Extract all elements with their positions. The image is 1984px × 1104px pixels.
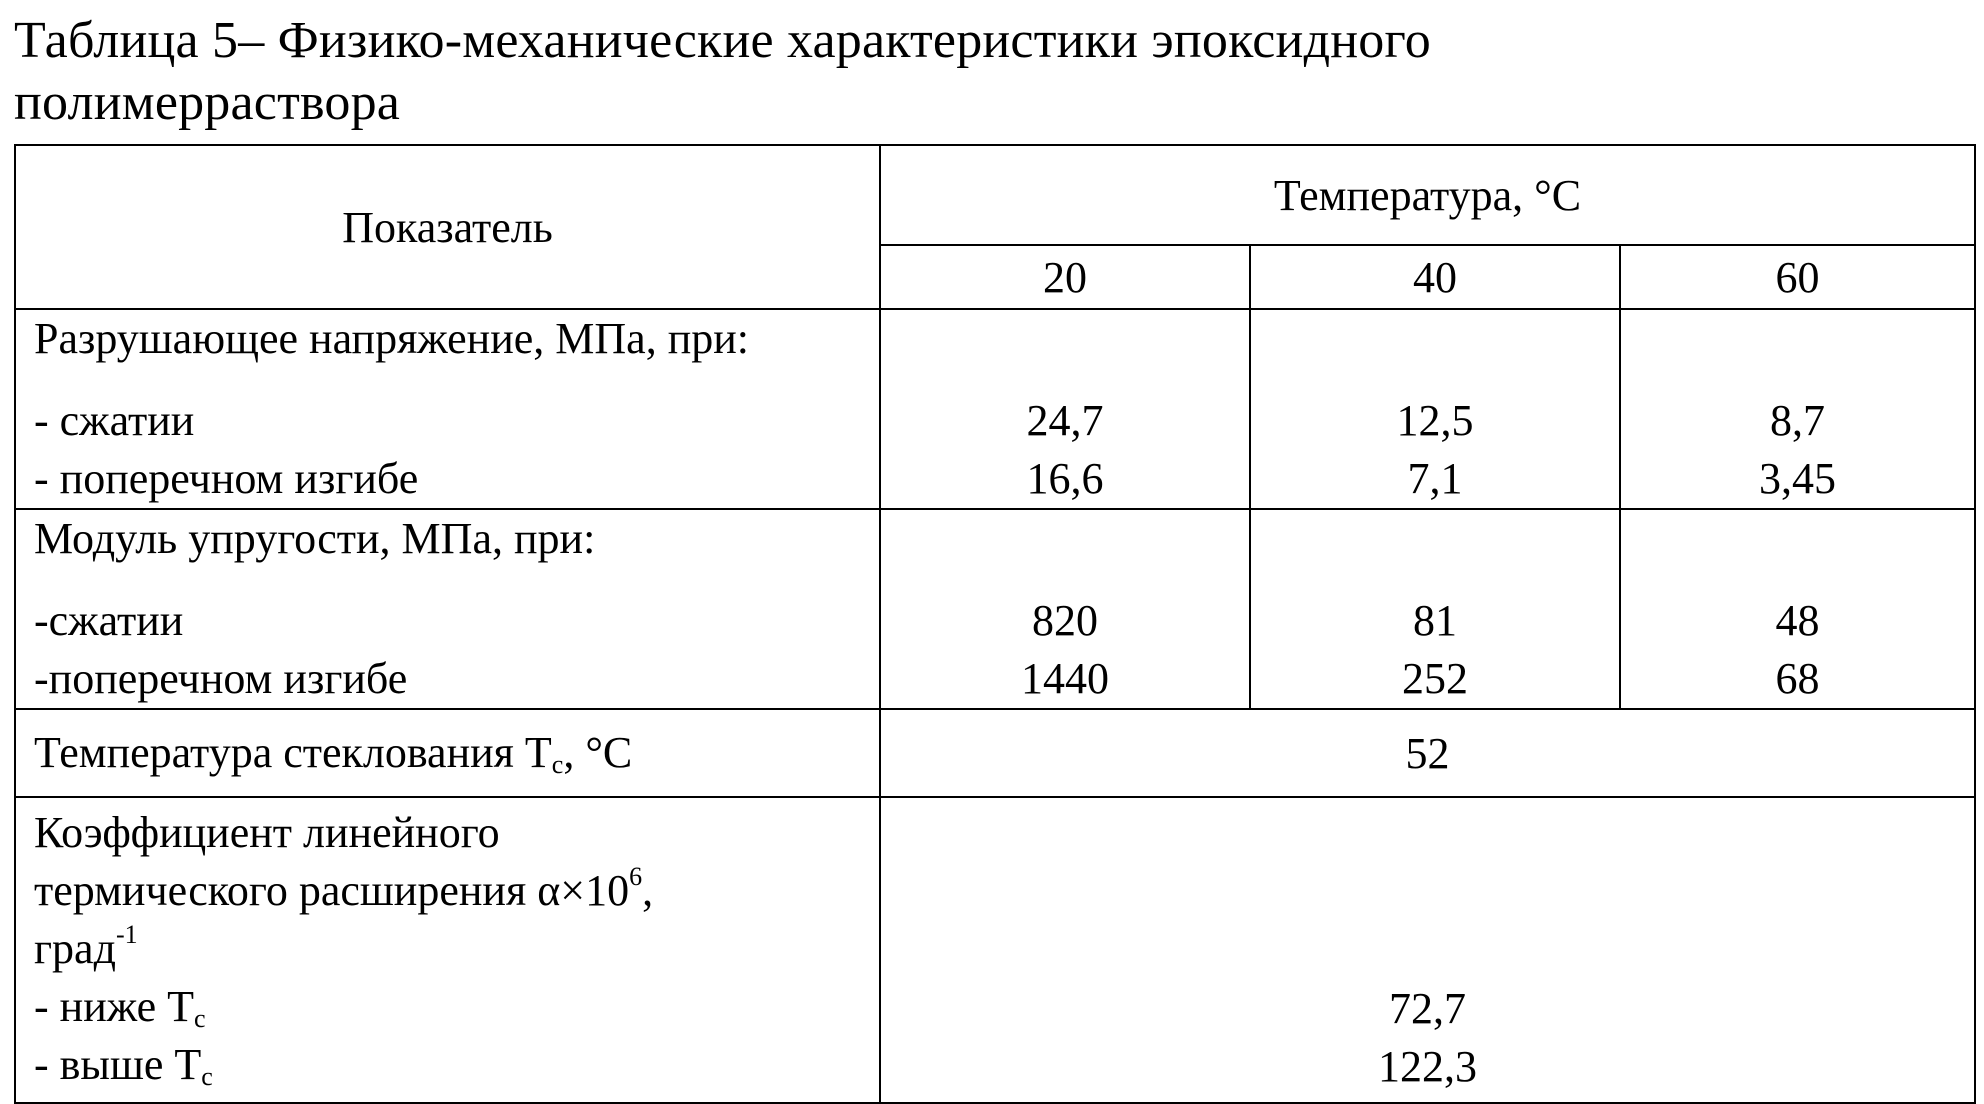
glass-value: 52 xyxy=(880,709,1975,797)
row-expansion xyxy=(15,797,1975,1103)
modulus-title: Модуль упругости, МПа, при: xyxy=(34,514,596,563)
expansion-label-cell xyxy=(15,797,880,1103)
modulus-bending-20: 1440 xyxy=(1021,654,1109,703)
strength-cell-60 xyxy=(1620,309,1975,509)
modulus-compression-60: 48 xyxy=(1775,596,1820,645)
modulus-bending-label: -поперечном изгибе xyxy=(34,654,408,703)
strength-bending-60: 3,45 xyxy=(1759,454,1837,503)
expansion-above-label: - выше $Т_с$ xyxy=(34,1040,213,1091)
modulus-cell-20 xyxy=(880,509,1250,709)
strength-title: Разрушающее напряжение, МПа, при: xyxy=(34,314,750,363)
strength-cell-40 xyxy=(1250,309,1620,509)
modulus-compression-40: 81 xyxy=(1413,596,1457,645)
strength-bending-20: 16,6 xyxy=(1026,454,1104,503)
modulus-label-cell xyxy=(15,509,880,709)
expansion-above-value: 122,3 xyxy=(1378,1042,1478,1091)
strength-compression-40: 12,5 xyxy=(1396,396,1474,445)
modulus-compression-label: -сжатии xyxy=(34,596,184,645)
row-modulus xyxy=(15,509,1975,709)
modulus-bending-60: 68 xyxy=(1775,654,1820,703)
expansion-values-cell xyxy=(880,797,1975,1103)
caption-line-1: Таблица 5– Физико-механические характеристики эпоксидного xyxy=(14,12,1431,69)
strength-compression-60: 8,7 xyxy=(1770,396,1826,445)
modulus-cell-40 xyxy=(1250,509,1620,709)
header-indicator: Показатель xyxy=(15,145,880,309)
expansion-below-value: 72,7 xyxy=(1389,984,1467,1033)
expansion-line-1: Коэффициент линейного xyxy=(34,808,500,857)
modulus-cell-60 xyxy=(1620,509,1975,709)
header-temp-20: 20 xyxy=(880,245,1250,309)
strength-label-cell xyxy=(15,309,880,509)
row-glass-transition xyxy=(15,709,1975,797)
strength-compression-20: 24,7 xyxy=(1026,396,1104,445)
strength-bending-label: - поперечном изгибе xyxy=(34,454,419,503)
caption-line-2: полимерраствора xyxy=(14,74,401,131)
glass-label-cell xyxy=(15,709,880,797)
properties-table xyxy=(14,144,1976,1104)
glass-label: Температура стеклования $Т_с$, °С xyxy=(34,728,633,779)
modulus-compression-20: 820 xyxy=(1032,596,1098,645)
strength-bending-40: 7,1 xyxy=(1407,454,1463,503)
strength-cell-20 xyxy=(880,309,1250,509)
header-temp-40: 40 xyxy=(1250,245,1620,309)
expansion-below-label: - ниже $Т_с$ xyxy=(34,982,206,1033)
expansion-line-2: термического расширения $\alpha\times 10^6$, xyxy=(34,862,654,915)
strength-compression-label: - сжатии xyxy=(34,396,195,445)
table-caption xyxy=(14,10,1954,134)
expansion-line-3: град$^{-1}$ xyxy=(34,920,138,973)
header-temp-60: 60 xyxy=(1620,245,1975,309)
header-row xyxy=(15,145,1975,245)
modulus-bending-40: 252 xyxy=(1402,654,1468,703)
row-strength xyxy=(15,309,1975,509)
header-temperature: Температура, °С xyxy=(880,145,1975,245)
